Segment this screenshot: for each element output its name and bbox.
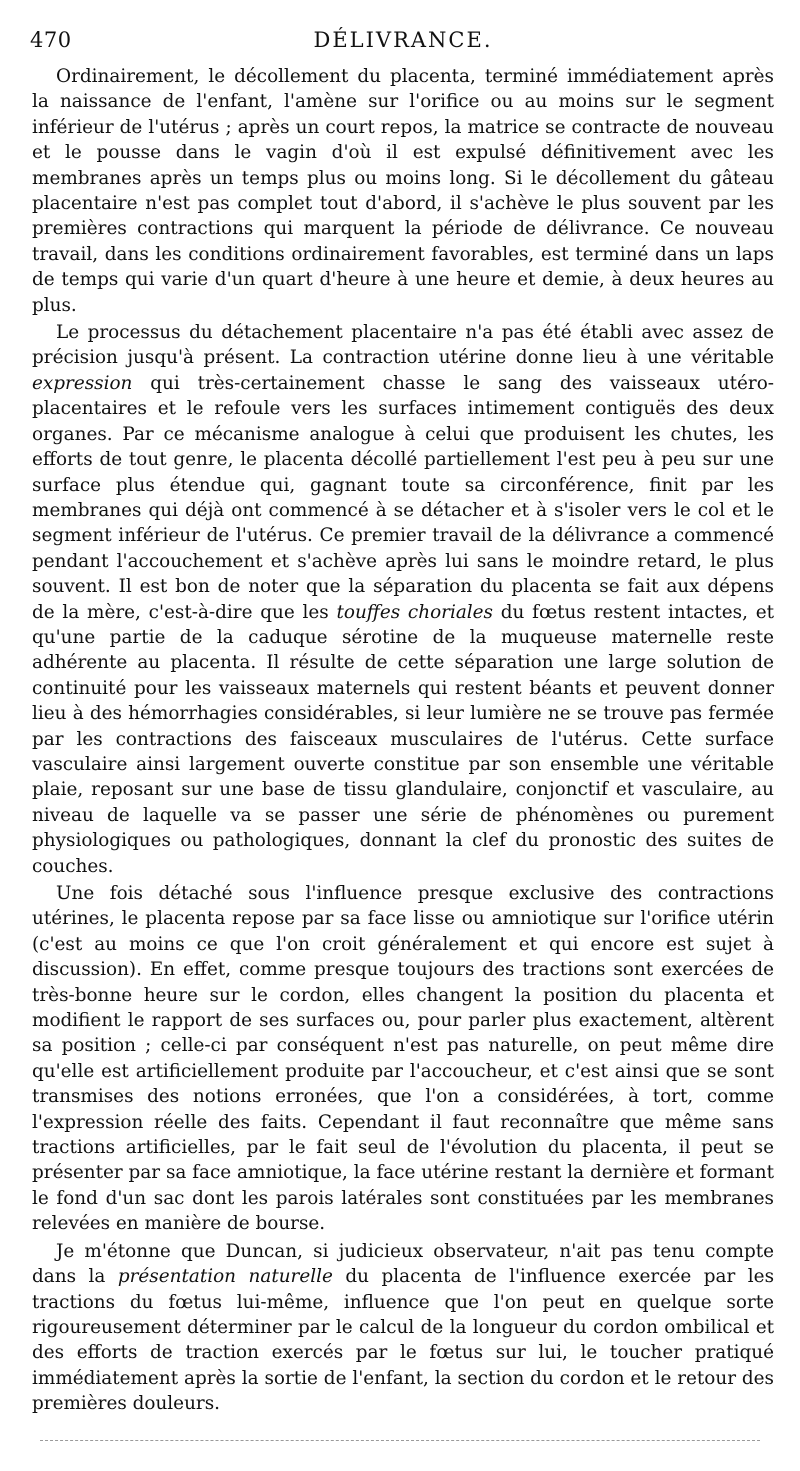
body-text <box>32 64 774 1417</box>
paragraph-2-text-c: du fœtus restent intactes, et qu'une partie de la caduque sérotine de la muqueuse maternelle reste adhérente au placenta. Il résulte de cette séparation une large solution de continuité pour les vaisseaux maternels qui restent béants et peuvent donner lieu à des hémorrhagies considérables, si leur lumière ne se trouve pas fermée par les contractions des faisceaux musculaires de l'utérus. Cette surface vasculaire ainsi largement ouverte constitue par son ensemble une véritable plaie, reposant sur une base de tissu glandulaire, conjonctif et vasculaire, au niveau de laquelle va se passer une série de phénomènes ou purement physiologiques ou pathologiques, donnant la clef du pronostic des suites de couches. <box>32 601 774 877</box>
paragraph-1-text: Ordinairement, le décollement du placenta, terminé immédiatement après la naissance de l'enfant, l'amène sur l'orifice ou au moins sur le segment inférieur de l'utérus ; après un court repos, la matrice se contracte de nouveau et le pousse dans le vagin d'où il est expulsé définitivement avec les membranes après un temps plus ou moins long. Si le décollement du gâteau placentaire n'est pas complet tout d'abord, il s'achève le plus souvent par les premières contractions qui marquent la période de délivrance. Ce nouveau travail, dans les conditions ordinairement favorables, est terminé dans un laps de temps qui varie d'un quart d'heure à une heure et demie, à deux heures au plus. <box>32 66 774 316</box>
paragraph-2 <box>32 320 774 879</box>
paragraph-4-text-b: du placenta de l'influence exercée par les tractions du fœtus lui-même, influence que l'on peut en quelque sorte rigoureusement déterminer par le calcul de la longueur du cordon ombilical et des efforts de traction exercés par le fœtus sur lui, le toucher pratiqué immédiatement après la sortie de l'enfant, la section du cordon et le retour des premières douleurs. <box>32 1266 775 1415</box>
paragraph-2-text-a: Le processus du détachement placentaire n'a pas été établi avec assez de précision jusqu'à présent. La contraction utérine donne lieu à une véritable <box>32 322 774 369</box>
paragraph-3-text: Une fois détaché sous l'influence presque exclusive des contractions utérines, le placenta repose par sa face lisse ou amniotique sur l'orifice utérin (c'est au moins ce que l'on croit généralement et qui encore est sujet à discussion). En effet, comme presque toujours des tractions sont exercées de très-bonne heure sur le cordon, elles changent la position du placenta et modifient le rapport de ses surfaces ou, pour parler plus exactement, altèrent sa position ; celle-ci par conséquent n'est pas naturelle, on peut même dire qu'elle est artificiellement produite par l'accoucheur, et c'est ainsi que se sont transmises des notions erronées, que l'on a considérées, à tort, comme l'expression réelle des faits. Cependant il faut reconnaître que même sans tractions artificielles, par le fait seul de l'évolution du placenta, il peut se présenter par sa face amniotique, la face utérine restant la dernière et formant le fond d'un sac dont les parois latérales sont constituées par les membranes relevées en manière de bourse. <box>32 883 774 1235</box>
page-number: 470 <box>30 28 72 52</box>
page-header <box>30 28 776 58</box>
italic-touffes-choriales: touffes choriales <box>336 601 493 623</box>
paragraph-4-text-a: Je m'étonne que Duncan, si judicieux observateur, n'ait pas tenu compte dans la <box>32 1240 774 1288</box>
italic-presentation-naturelle: présentation naturelle <box>117 1266 333 1288</box>
paragraph-3 <box>32 881 774 1237</box>
paragraph-4 <box>32 1239 774 1417</box>
footer-rule <box>40 1440 760 1441</box>
paragraph-1 <box>32 64 774 318</box>
running-head: DÉLIVRANCE. <box>313 28 493 52</box>
paragraph-2-text-b: qui très-certainement chasse le sang des vaisseaux utéro-placentaires et le refoule vers les surfaces intimement contiguës des deux organes. Par ce mécanisme analogue à celui que produisent les chutes, les efforts de tout genre, le placenta décollé partiellement l'est peu à peu sur une surface plus étendue qui, gagnant toute sa circonférence, finit par les membranes qui déjà ont commencé à se détacher et à s'isoler vers le col et le segment inférieur de l'utérus. Ce premier travail de la délivrance a commencé pendant l'accouchement et s'achève après lui sans le moindre retard, le plus souvent. Il est bon de noter que la séparation du placenta se fait aux dépens de la mère, c'est-à-dire que les <box>32 372 774 623</box>
italic-expression: expression <box>32 372 133 394</box>
